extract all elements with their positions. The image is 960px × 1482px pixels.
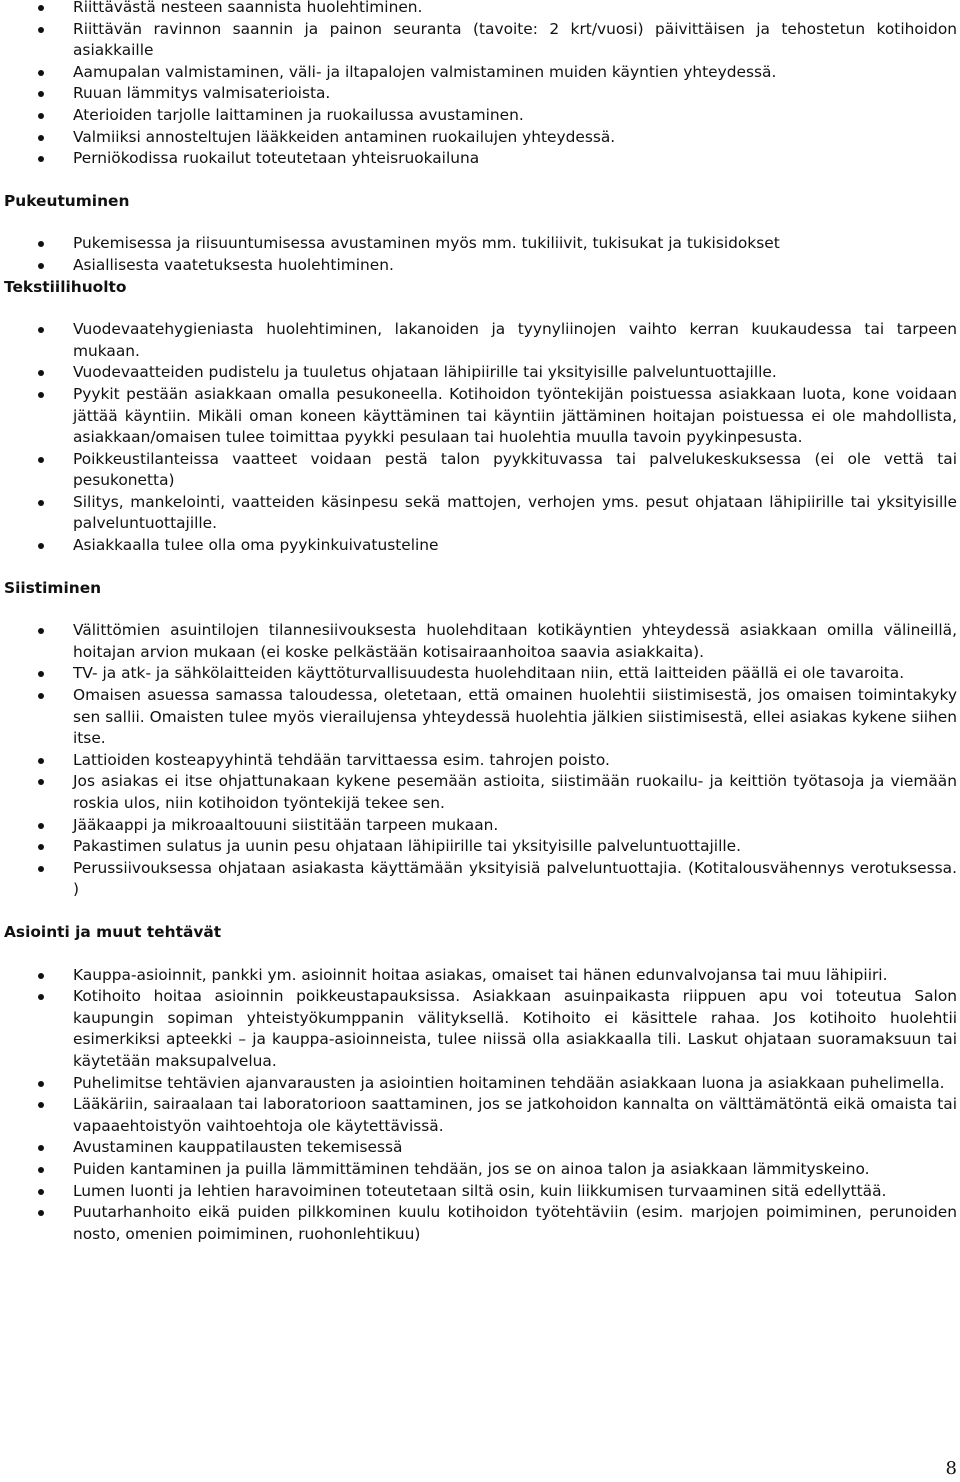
- list-item: Puiden kantaminen ja puilla lämmittäminen tehdään, jos se on ainoa talon ja asiakkaan lämmityskeino.: [0, 1159, 960, 1181]
- bullet-list: [0, 965, 960, 1246]
- list-item: Puutarhanhoito eikä puiden pilkkominen kuulu kotihoidon työtehtäviin (esim. marjojen poimiminen, perunoiden nosto, omenien poimiminen, ruohonlehtikuu): [0, 1202, 960, 1245]
- bullet-icon: [38, 5, 44, 11]
- bullet-icon: [38, 543, 44, 549]
- section-heading: Siistiminen: [4, 578, 102, 597]
- list-item: Pyykit pestään asiakkaan omalla pesukoneella. Kotihoidon työntekijän poistuessa asiakkaan luota, kone voidaan jättää käyntiin. Mikäli oman koneen käyttäminen tai käyntiin jättäminen hoitajan poistuessa ei ole mahdollista, asiakkaan/omaisen tulee toimittaa pyykki pesulaan tai huolehtia muulla tavoin pyykinpesusta.: [0, 384, 960, 449]
- bullet-icon: [38, 866, 44, 872]
- bullet-icon: [38, 392, 44, 398]
- bullet-icon: [38, 70, 44, 76]
- list-item: Asiallisesta vaatetuksesta huolehtiminen.: [0, 255, 960, 277]
- list-item: Lääkäriin, sairaalaan tai laboratorioon saattaminen, jos se jatkohoidon kannalta on välttämätöntä eikä omaista tai vapaaehtoistyön vaihtoehtoja ole käytettävissä.: [0, 1094, 960, 1137]
- bullet-icon: [38, 1145, 44, 1151]
- list-item: Lattioiden kosteapyyhintä tehdään tarvittaessa esim. tahrojen poisto.: [0, 750, 960, 772]
- bullet-icon: [38, 628, 44, 634]
- list-item: Kauppa-asioinnit, pankki ym. asioinnit hoitaa asiakas, omaiset tai hänen edunvalvojansa tai muu lähipiiri.: [0, 965, 960, 987]
- bullet-icon: [38, 241, 44, 247]
- bullet-icon: [38, 693, 44, 699]
- bullet-icon: [38, 457, 44, 463]
- bullet-icon: [38, 823, 44, 829]
- bullet-icon: [38, 1167, 44, 1173]
- section-heading: Pukeutuminen: [4, 191, 130, 210]
- list-item: Riittävän ravinnon saannin ja painon seuranta (tavoite: 2 krt/vuosi) päivittäisen ja tehostetun kotihoidon asiakkaille: [0, 19, 960, 62]
- bullet-icon: [38, 671, 44, 677]
- bullet-list: [0, 0, 960, 170]
- section-dressing: [0, 191, 960, 277]
- bullet-list: [0, 319, 960, 557]
- section-nutrition: [0, 0, 960, 170]
- page-number: 8: [945, 1458, 957, 1479]
- list-item: Vuodevaatehygieniasta huolehtiminen, lakanoiden ja tyynyliinojen vaihto kerran kuukaudessa tai tarpeen mukaan.: [0, 319, 960, 362]
- bullet-icon: [38, 1081, 44, 1087]
- list-item: Pakastimen sulatus ja uunin pesu ohjataan lähipiirille tai yksityisille palveluntuottajille.: [0, 836, 960, 858]
- bullet-icon: [38, 327, 44, 333]
- section-heading: Tekstiilihuolto: [4, 277, 127, 296]
- bullet-list: [0, 233, 960, 276]
- list-item: Silitys, mankelointi, vaatteiden käsinpesu sekä mattojen, verhojen yms. pesut ohjataan lähipiirille tai yksityisille palveluntuottajille.: [0, 492, 960, 535]
- bullet-icon: [38, 758, 44, 764]
- list-item: Lumen luonti ja lehtien haravoiminen toteutetaan siltä osin, kuin liikkumisen turvaaminen sitä edellyttää.: [0, 1181, 960, 1203]
- bullet-icon: [38, 844, 44, 850]
- bullet-icon: [38, 1189, 44, 1195]
- bullet-icon: [38, 1102, 44, 1108]
- bullet-icon: [38, 113, 44, 119]
- bullet-icon: [38, 91, 44, 97]
- bullet-icon: [38, 135, 44, 141]
- list-item: Vuodevaatteiden pudistelu ja tuuletus ohjataan lähipiirille tai yksityisille palveluntuottajille.: [0, 362, 960, 384]
- list-item: Kotihoito hoitaa asioinnin poikkeustapauksissa. Asiakkaan asuinpaikasta riippuen apu voi toteutua Salon kaupungin sopiman yhteistyökumppanin välityksellä. Kotihoito ei käsittele rahaa. Jos kotihoito huolehtii esimerkiksi apteekki – ja kauppa-asioinneista, tulee niissä olla asiakkaalla tili. Laskut ohjataan suoramaksuun tai käytetään maksupalvelua.: [0, 986, 960, 1072]
- list-item: Perniökodissa ruokailut toteutetaan yhteisruokailuna: [0, 148, 960, 170]
- list-item: Poikkeustilanteissa vaatteet voidaan pestä talon pyykkituvassa tai palvelukeskuksessa (ei ole vettä tai pesukonetta): [0, 449, 960, 492]
- list-item: Ruuan lämmitys valmisaterioista.: [0, 83, 960, 105]
- section-cleaning: [0, 578, 960, 901]
- bullet-list: [0, 620, 960, 901]
- list-item: Jääkaappi ja mikroaaltouuni siistitään tarpeen mukaan.: [0, 815, 960, 837]
- bullet-icon: [38, 370, 44, 376]
- list-item: Välittömien asuintilojen tilannesiivouksesta huolehditaan kotikäyntien yhteydessä asiakkaan omilla välineillä, hoitajan arvion mukaan (ei koske pelkästään kotisairaanhoitoa saavia asiakkaita).: [0, 620, 960, 663]
- bullet-icon: [38, 263, 44, 269]
- list-item: Avustaminen kauppatilausten tekemisessä: [0, 1137, 960, 1159]
- list-item: Riittävästä nesteen saannista huolehtiminen.: [0, 0, 960, 19]
- list-item: Aamupalan valmistaminen, väli- ja iltapalojen valmistaminen muiden käyntien yhteydessä.: [0, 62, 960, 84]
- bullet-icon: [38, 973, 44, 979]
- bullet-icon: [38, 500, 44, 506]
- bullet-icon: [38, 994, 44, 1000]
- list-item: Perussiivouksessa ohjataan asiakasta käyttämään yksityisiä palveluntuottajia. (Kotitalousvähennys verotuksessa. ): [0, 858, 960, 901]
- bullet-icon: [38, 779, 44, 785]
- list-item: Asiakkaalla tulee olla oma pyykinkuivatusteline: [0, 535, 960, 557]
- list-item: Valmiiksi annosteltujen lääkkeiden antaminen ruokailujen yhteydessä.: [0, 127, 960, 149]
- section-heading: Asiointi ja muut tehtävät: [4, 922, 222, 941]
- list-item: Omaisen asuessa samassa taloudessa, oletetaan, että omainen huolehtii siistimisestä, jos omaisen toimintakyky sen sallii. Omaisten tulee myös vierailujensa yhteydessä huolehtia jälkien siistimisestä, ellei asiakas kykene siihen itse.: [0, 685, 960, 750]
- list-item: Pukemisessa ja riisuuntumisessa avustaminen myös mm. tukiliivit, tukisukat ja tukisidokset: [0, 233, 960, 255]
- bullet-icon: [38, 1210, 44, 1216]
- list-item: Puhelimitse tehtävien ajanvarausten ja asiointien hoitaminen tehdään asiakkaan luona ja asiakkaan puhelimella.: [0, 1073, 960, 1095]
- list-item: Aterioiden tarjolle laittaminen ja ruokailussa avustaminen.: [0, 105, 960, 127]
- list-item: TV- ja atk- ja sähkölaitteiden käyttöturvallisuudesta huolehditaan niin, että laitteiden päällä ei ole tavaroita.: [0, 663, 960, 685]
- section-errands: [0, 922, 960, 1245]
- bullet-icon: [38, 156, 44, 162]
- bullet-icon: [38, 27, 44, 33]
- list-item: Jos asiakas ei itse ohjattunakaan kykene pesemään astioita, siistimään ruokailu- ja keittiön työtasoja ja viemään roskia ulos, niin kotihoidon työntekijä tekee sen.: [0, 771, 960, 814]
- section-textile-care: [0, 277, 960, 557]
